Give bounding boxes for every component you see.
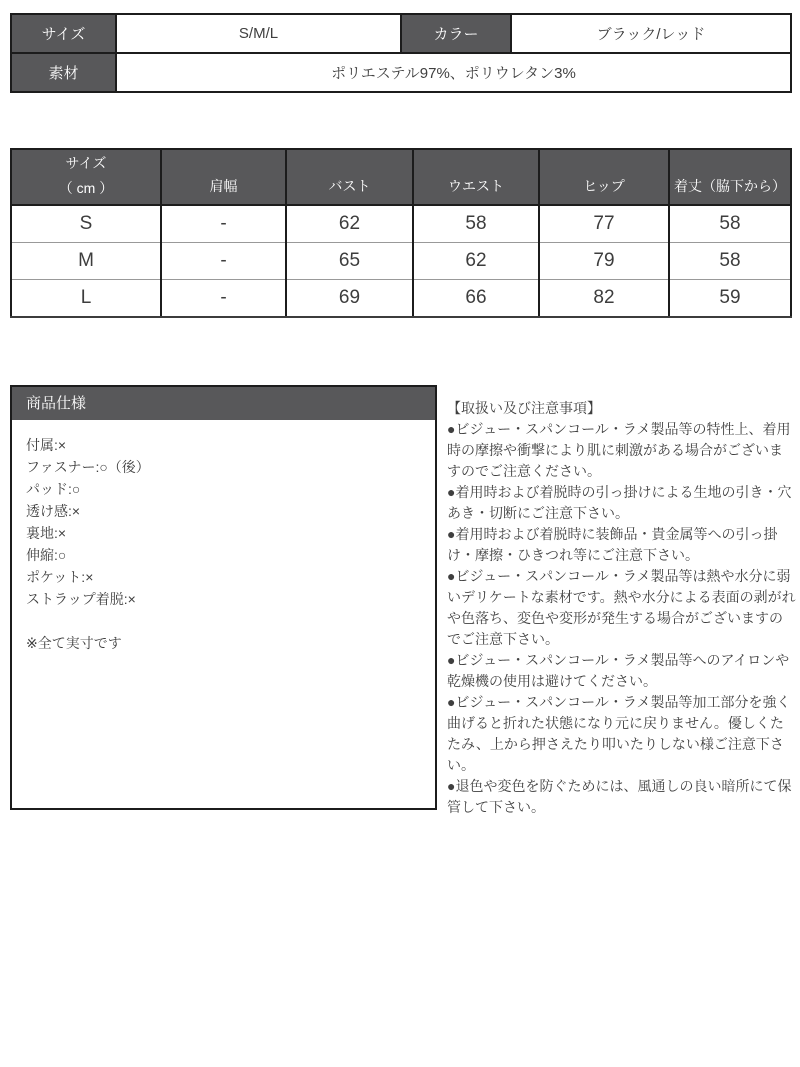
row-l-length-cell: 59: [669, 280, 791, 318]
table-row: [11, 243, 791, 280]
list-item: ●ビジュー・スパンコール・ラメ製品等の特性上、着用時の摩擦や衝撃により肌に刺激がある場合がございますのでご注意ください。: [447, 421, 791, 479]
waist-header-cell: ウエスト: [413, 149, 539, 205]
precautions-title: 【取扱い及び注意事項】: [447, 400, 601, 416]
row-m-size-cell: M: [11, 243, 161, 280]
material-label-cell: 素材: [11, 53, 116, 92]
list-item: 付属:×: [26, 437, 67, 453]
color-label-cell: カラー: [401, 14, 511, 53]
product-spec-list: [12, 420, 435, 654]
product-spec-title: 商品仕様: [12, 387, 435, 420]
row-s-length-cell: 58: [669, 205, 791, 243]
list-item: ポケット:×: [26, 569, 94, 585]
list-item: ●ビジュー・スパンコール・ラメ製品等は熱や水分に弱いデリケートな素材です。熱や水分による表面の剥がれや色落ち、変色や変形が発生する場合がございますのでご注意下さい。: [447, 568, 796, 647]
bust-header-cell: バスト: [286, 149, 413, 205]
info-row-material: [11, 53, 791, 92]
row-m-waist-cell: 62: [413, 243, 539, 280]
list-item: ●着用時および着脱時の引っ掛けによる生地の引き・穴あき・切断にご注意下さい。: [447, 484, 792, 521]
color-value-cell: ブラック/レッド: [511, 14, 791, 53]
list-item: ●着用時および着脱時に装飾品・貴金属等への引っ掛け・摩擦・ひきつれ等にご注意下さい。: [447, 526, 778, 563]
row-m-hip-cell: 79: [539, 243, 669, 280]
list-item: ストラップ着脱:×: [26, 591, 136, 607]
table-row: [11, 205, 791, 243]
hip-header-cell: ヒップ: [539, 149, 669, 205]
row-l-shoulder-cell: -: [161, 280, 286, 318]
list-item: ●ビジュー・スパンコール・ラメ製品等加工部分を強く曲げると折れた状態になり元に戻りません。優しくたたみ、上から押さえたり叩いたりしない様ご注意下さい。: [447, 694, 791, 773]
list-item: ●退色や変色を防ぐためには、風通しの良い暗所にて保管して下さい。: [447, 778, 792, 815]
row-l-hip-cell: 82: [539, 280, 669, 318]
info-row-size-color: [11, 14, 791, 53]
row-m-bust-cell: 65: [286, 243, 413, 280]
table-row: [11, 280, 791, 318]
product-info-table: [10, 13, 792, 93]
list-item: 伸縮:○: [26, 547, 67, 563]
row-m-shoulder-cell: -: [161, 243, 286, 280]
list-item: 裏地:×: [26, 525, 67, 541]
size-header-line1: サイズ: [65, 155, 107, 171]
precautions-section: [447, 398, 796, 818]
row-s-hip-cell: 77: [539, 205, 669, 243]
length-header-cell: 着丈（脇下から）: [669, 149, 791, 205]
row-l-bust-cell: 69: [286, 280, 413, 318]
list-item: 透け感:×: [26, 503, 81, 519]
size-header-line2: （ cm ）: [58, 180, 114, 196]
row-l-waist-cell: 66: [413, 280, 539, 318]
shoulder-width-header-cell: 肩幅: [161, 149, 286, 205]
spec-note: ※全て実寸です: [26, 635, 122, 651]
row-m-length-cell: 58: [669, 243, 791, 280]
size-chart-table: [10, 148, 792, 318]
size-value-cell: S/M/L: [116, 14, 401, 53]
size-chart-header-row: [11, 149, 791, 205]
size-label-cell: サイズ: [11, 14, 116, 53]
list-item: ファスナー:○（後）: [26, 459, 150, 475]
row-s-bust-cell: 62: [286, 205, 413, 243]
product-spec-box: [10, 385, 437, 810]
row-l-size-cell: L: [11, 280, 161, 318]
list-item: ●ビジュー・スパンコール・ラメ製品等へのアイロンや乾燥機の使用は避けてください。: [447, 652, 790, 689]
material-value-cell: ポリエステル97%、ポリウレタン3%: [116, 53, 791, 92]
list-item: パッド:○: [26, 481, 81, 497]
row-s-waist-cell: 58: [413, 205, 539, 243]
row-s-shoulder-cell: -: [161, 205, 286, 243]
size-cm-header-cell: [11, 149, 161, 205]
row-s-size-cell: S: [11, 205, 161, 243]
